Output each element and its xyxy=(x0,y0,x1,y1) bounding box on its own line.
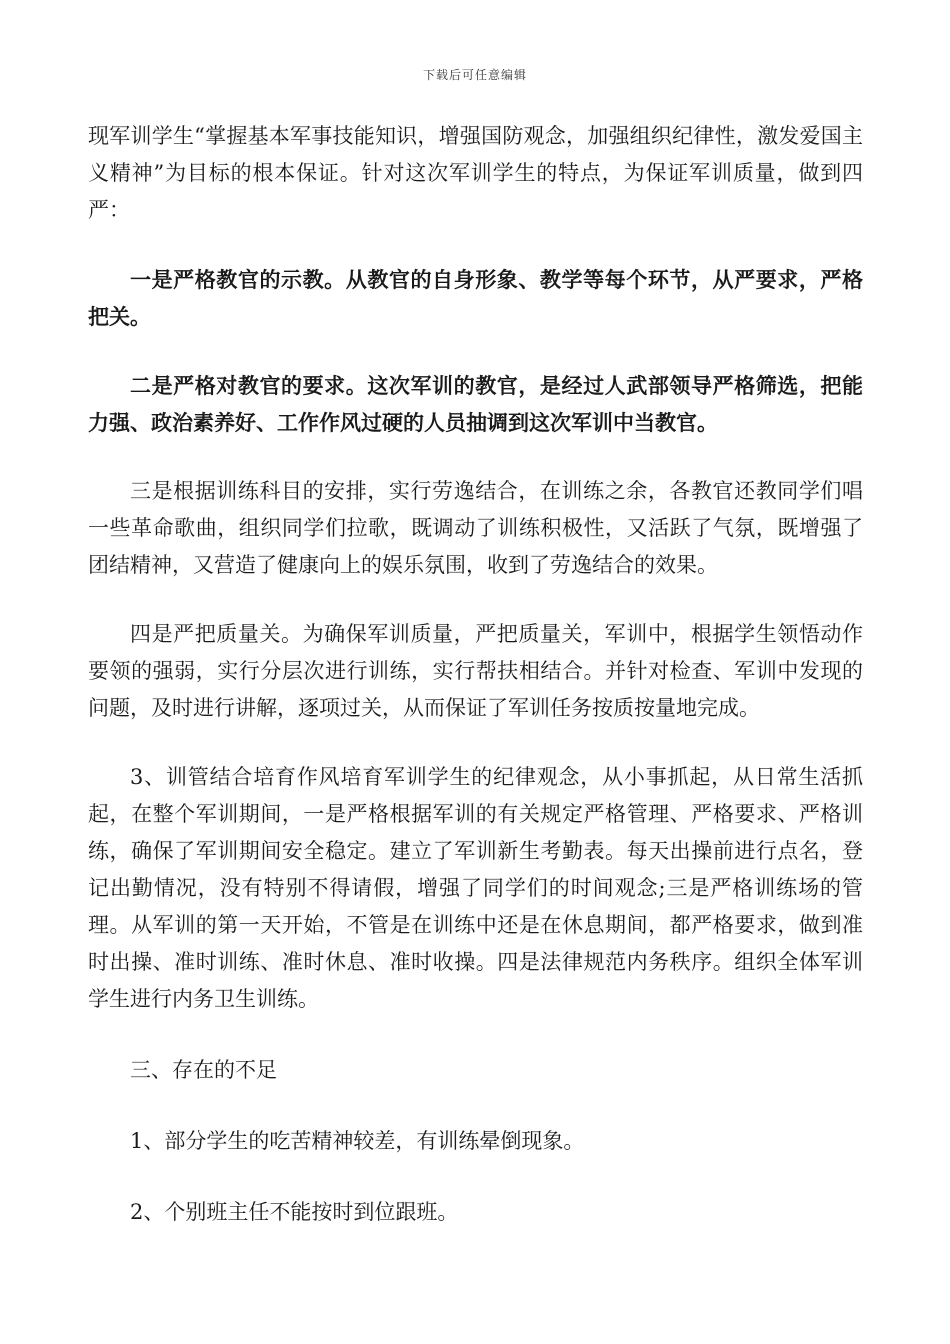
paragraph-point-two: 二是严格对教官的要求。这次军训的教官，是经过人武部领导严格筛选，把能力强、政治素养好、工作作风过硬的人员抽调到这次军训中当教官。 xyxy=(88,373,863,435)
list-item-shortcoming-2: 2、个别班主任不能按时到位跟班。 xyxy=(130,1200,459,1224)
paragraph-point-one: 一是严格教官的示教。从教官的自身形象、教学等每个环节，从严要求，严格把关。 xyxy=(88,267,863,329)
document-body xyxy=(88,118,863,1231)
paragraph-point-three: 三是根据训练科目的安排，实行劳逸结合，在训练之余，各教官还教同学们唱一些革命歌曲，组织同学们拉歌，既调动了训练积极性，又活跃了气氛，既增强了团结精神，又营造了健康向上的娱乐氛围，收到了劳逸结合的效果。 xyxy=(88,479,863,577)
section-heading-shortcomings: 三、存在的不足 xyxy=(130,1058,277,1082)
paragraph-point-four: 四是严把质量关。为确保军训质量，严把质量关，军训中，根据学生领悟动作要领的强弱，实行分层次进行训练，实行帮扶相结合。并针对检查、军训中发现的问题，及时进行讲解，逐项过关，从而保证了军训任务按质按量地完成。 xyxy=(88,622,863,720)
paragraph-section-3: 3、训管结合培育作风培育军训学生的纪律观念，从小事抓起，从日常生活抓起，在整个军训期间，一是严格根据军训的有关规定严格管理、严格要求、严格训练，确保了军训期间安全稳定。建立了军训新生考勤表。每天出操前进行点名，登记出勤情况，没有特别不得请假，增强了同学们的时间观念;三是严格训练场的管理。从军训的第一天开始，不管是在训练中还是在休息期间，都严格要求，做到准时出操、准时训练、准时休息、准时收操。四是法律规范内务秩序。组织全体军训学生进行内务卫生训练。 xyxy=(88,765,863,1011)
list-item-shortcoming-1: 1、部分学生的吃苦精神较差，有训练晕倒现象。 xyxy=(130,1129,585,1153)
paragraph-intro: 现军训学生“掌握基本军事技能知识，增强国防观念，加强组织纪律性，激发爱国主义精神”为目标的根本保证。针对这次军训学生的特点，为保证军训质量，做到四严： xyxy=(88,124,863,222)
page-header: 下载后可任意编辑 xyxy=(422,68,527,82)
